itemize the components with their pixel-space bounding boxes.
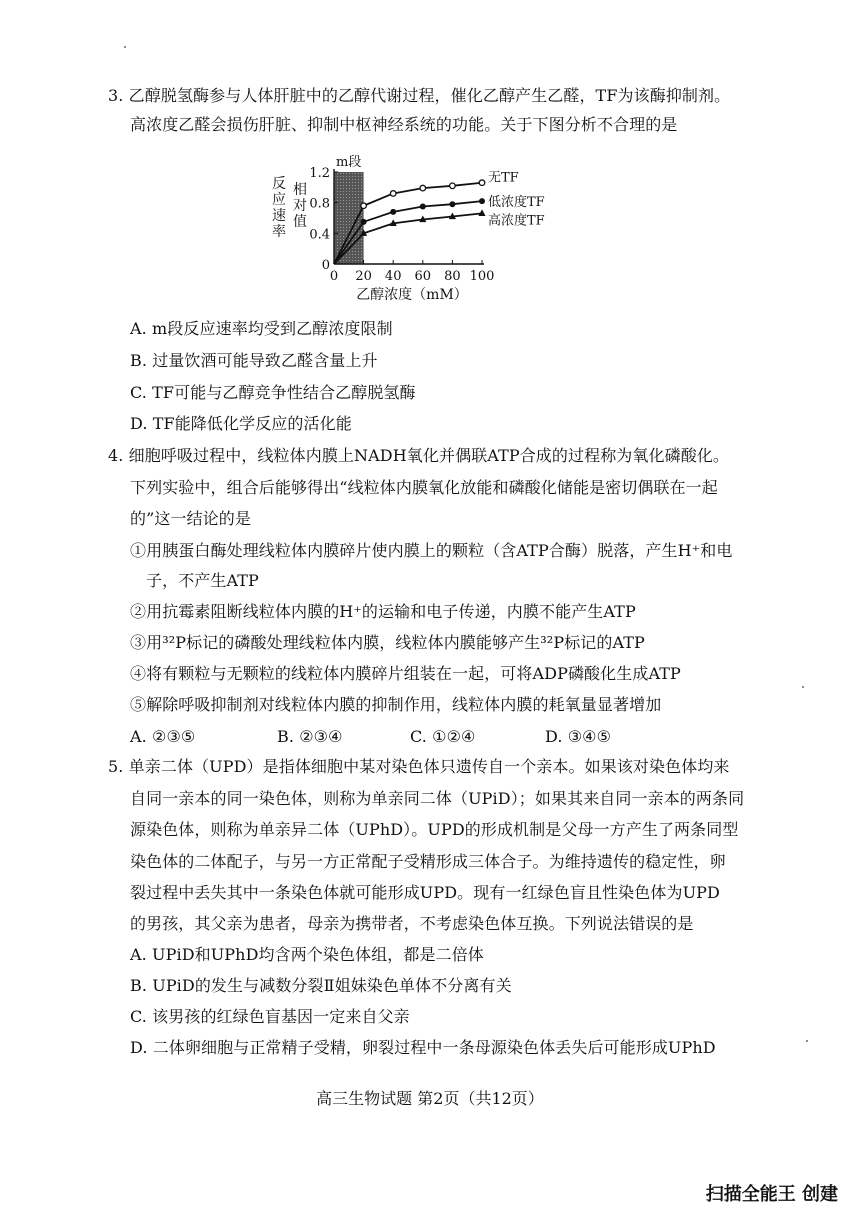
q3-option-b: B. 过量饮酒可能导致乙醛含量上升	[130, 351, 378, 370]
q4-statement-5: ⑤解除呼吸抑制剂对线粒体内膜的抑制作用，线粒体内膜的耗氧量显著增加	[130, 695, 662, 714]
q4-statement-3: ③用³²P标记的磷酸处理线粒体内膜，线粒体内膜能够产生³²P标记的ATP	[130, 633, 645, 652]
q5-option-d: D. 二体卵细胞与正常精子受精，卵裂过程中一条母源染色体丢失后可能形成UPhD	[130, 1038, 716, 1057]
page-footer: 高三生物试题 第2页（共12页）	[316, 1089, 544, 1108]
series-label-1: 无TF	[488, 170, 519, 186]
m-segment-label: m段	[336, 155, 362, 170]
q3-option-c: C. TF可能与乙醇竞争性结合乙醇脱氢酶	[130, 383, 416, 402]
x-tick-label: 80	[444, 269, 461, 284]
x-tick-label: 60	[414, 269, 432, 284]
q5-option-a: A. UPiD和UPhD均含两个染色体组，都是二倍体	[130, 945, 484, 964]
q4-stem-line-1: 4. 细胞呼吸过程中，线粒体内膜上NADH氧化并偶联ATP合成的过程称为氧化磷酸化。	[108, 446, 730, 465]
q3-stem-line-2: 高浓度乙醛会损伤肝脏、抑制中枢神经系统的功能。关于下图分析不合理的是	[130, 115, 678, 134]
y-axis-label-line-1: 反应速率	[272, 176, 286, 240]
data-point	[361, 203, 367, 209]
y-tick-label: 0	[321, 258, 330, 273]
q5-stem-line-4: 染色体的二体配子，与另一方正常配子受精形成三体合子。为维持遗传的稳定性，卵	[130, 852, 726, 871]
q4-statement-1-cont: 子，不产生ATP	[146, 571, 259, 590]
q4-stem-line-3: 的”这一结论的是	[130, 509, 251, 528]
data-point	[390, 209, 396, 215]
series-label-2: 低浓度TF	[488, 195, 545, 211]
x-tick-label: 100	[469, 269, 495, 284]
q4-statement-2: ②用抗霉素阻断线粒体内膜的H⁺的运输和电子传递，内膜不能产生ATP	[130, 602, 636, 621]
x-tick-label: 0	[329, 269, 339, 284]
scanner-watermark: 扫描全能王 创建	[705, 1184, 838, 1205]
data-point	[390, 191, 396, 197]
data-point	[478, 209, 485, 216]
x-tick-label: 40	[384, 269, 402, 284]
data-point	[450, 183, 456, 189]
data-point	[479, 198, 485, 204]
q3-option-d: D. TF能降低化学反应的活化能	[130, 414, 352, 433]
q5-option-b: B. UPiD的发生与减数分裂Ⅱ姐妹染色单体不分离有关	[130, 976, 512, 995]
q5-option-c: C. 该男孩的红绿色盲基因一定来自父亲	[130, 1007, 410, 1026]
reaction-rate-chart	[262, 146, 602, 308]
data-point	[361, 219, 367, 225]
x-axis-label: 乙醇浓度（mM）	[356, 287, 468, 303]
scan-speck	[802, 686, 804, 688]
q4-option-b: B. ②③④	[277, 727, 343, 746]
q5-stem-line-6: 的男孩，其父亲为患者，母亲为携带者，不考虑染色体互换。下列说法错误的是	[130, 914, 694, 933]
data-point	[449, 201, 455, 207]
q5-stem-line-1: 5. 单亲二体（UPD）是指体细胞中某对染色体只遗传自一个亲本。如果该对染色体均来	[108, 757, 730, 776]
data-point	[420, 185, 426, 191]
y-axis-label-line-2: 相对值	[293, 182, 307, 230]
m-segment-shade	[334, 172, 364, 264]
scan-speck	[806, 1040, 808, 1042]
scan-speck	[124, 46, 126, 48]
q5-stem-line-3: 源染色体，则称为单亲异二体（UPhD）。UPD的形成机制是父母一方产生了两条同型	[130, 820, 739, 839]
series-label-3: 高浓度TF	[488, 213, 545, 229]
q3-option-a: A. m段反应速率均受到乙醇浓度限制	[130, 319, 393, 338]
y-tick-label: 0.8	[309, 196, 330, 212]
q4-option-a: A. ②③⑤	[130, 727, 196, 746]
x-tick-label: 20	[355, 269, 372, 284]
q5-stem-line-5: 裂过程中丢失其中一条染色体就可能形成UPD。现有一红绿色盲且性染色体为UPD	[130, 883, 720, 902]
data-point	[420, 204, 426, 210]
q4-option-d: D. ③④⑤	[545, 727, 612, 746]
q4-statement-4: ④将有颗粒与无颗粒的线粒体内膜碎片组装在一起，可将ADP磷酸化生成ATP	[130, 664, 681, 683]
data-point	[479, 180, 485, 186]
q4-statement-1: ①用胰蛋白酶处理线粒体内膜碎片使内膜上的颗粒（含ATP合酶）脱落，产生H⁺和电	[130, 541, 733, 560]
q4-stem-line-2: 下列实验中，组合后能够得出“线粒体内膜氧化放能和磷酸化储能是密切偶联在一起	[130, 478, 718, 497]
y-tick-label: 0.4	[309, 227, 330, 243]
q3-stem-line-1: 3. 乙醇脱氢酶参与人体肝脏中的乙醇代谢过程，催化乙醇产生乙醛，TF为该酶抑制剂。	[108, 86, 731, 105]
q5-stem-line-2: 自同一亲本的同一染色体，则称为单亲同二体（UPiD）；如果其来自同一亲本的两条同	[130, 789, 745, 808]
q4-option-c: C. ①②④	[410, 727, 476, 746]
y-tick-label: 1.2	[309, 166, 330, 181]
